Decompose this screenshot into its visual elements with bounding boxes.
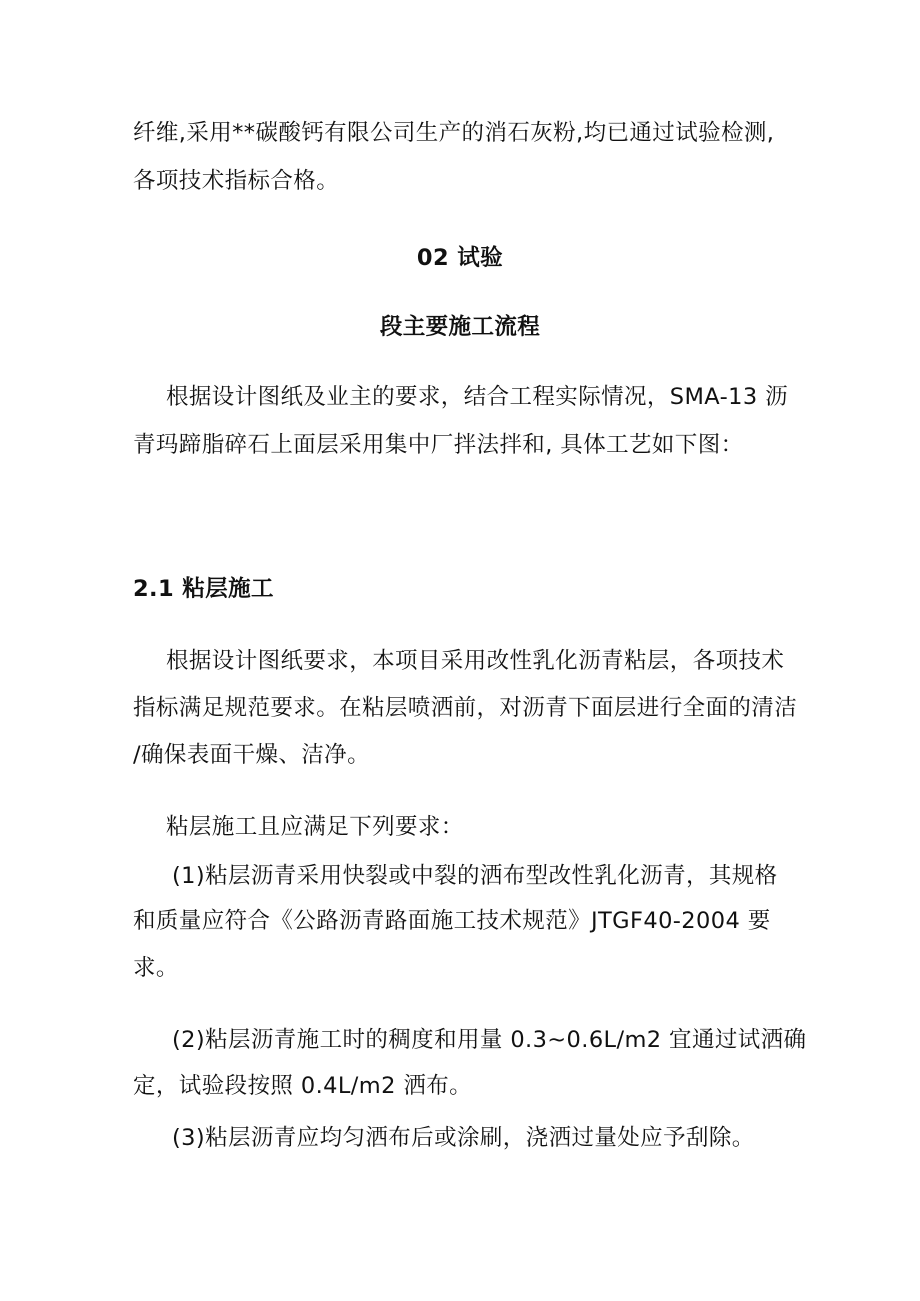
intro-line-2: 各项技术指标合格。 [133, 168, 340, 194]
paragraph-2-line-3: /确保表面干燥、洁净。 [133, 742, 370, 768]
intro-line-1: 纤维,采用**碳酸钙有限公司生产的消石灰粉,均已通过试验检测, [133, 120, 775, 146]
paragraph-3: 粘层施工且应满足下列要求： [166, 814, 464, 840]
title-line-1: 02 试验 [416, 245, 504, 271]
paragraph-1-line-2: 青玛蹄脂碎石上面层采用集中厂拌法拌和, 具体工艺如下图： [133, 432, 744, 458]
title-line-2: 段主要施工流程 [379, 314, 541, 340]
requirement-1-line-3: 求。 [133, 955, 179, 981]
requirement-1-line-2: 和质量应符合《公路沥青路面施工技术规范》JTGF40-2004 要 [133, 908, 771, 934]
requirement-2-line-1: (2)粘层沥青施工时的稠度和用量 0.3~0.6L/m2 宜通过试洒确 [172, 1027, 807, 1053]
requirement-1-line-1: (1)粘层沥青采用快裂或中裂的洒布型改性乳化沥青，其规格 [172, 863, 778, 889]
requirement-2-line-2: 定，试验段按照 0.4L/m2 洒布。 [133, 1073, 473, 1099]
paragraph-1-line-1: 根据设计图纸及业主的要求，结合工程实际情况，SMA-13 沥 [166, 384, 788, 410]
paragraph-2-line-2: 指标满足规范要求。在粘层喷洒前，对沥青下面层进行全面的清洁 [133, 695, 798, 721]
paragraph-2-line-1: 根据设计图纸要求，本项目采用改性乳化沥青粘层，各项技术 [166, 648, 785, 674]
section-heading: 2.1 粘层施工 [133, 576, 274, 602]
requirement-3: (3)粘层沥青应均匀洒布后或涂刷，浇洒过量处应予刮除。 [172, 1125, 755, 1151]
